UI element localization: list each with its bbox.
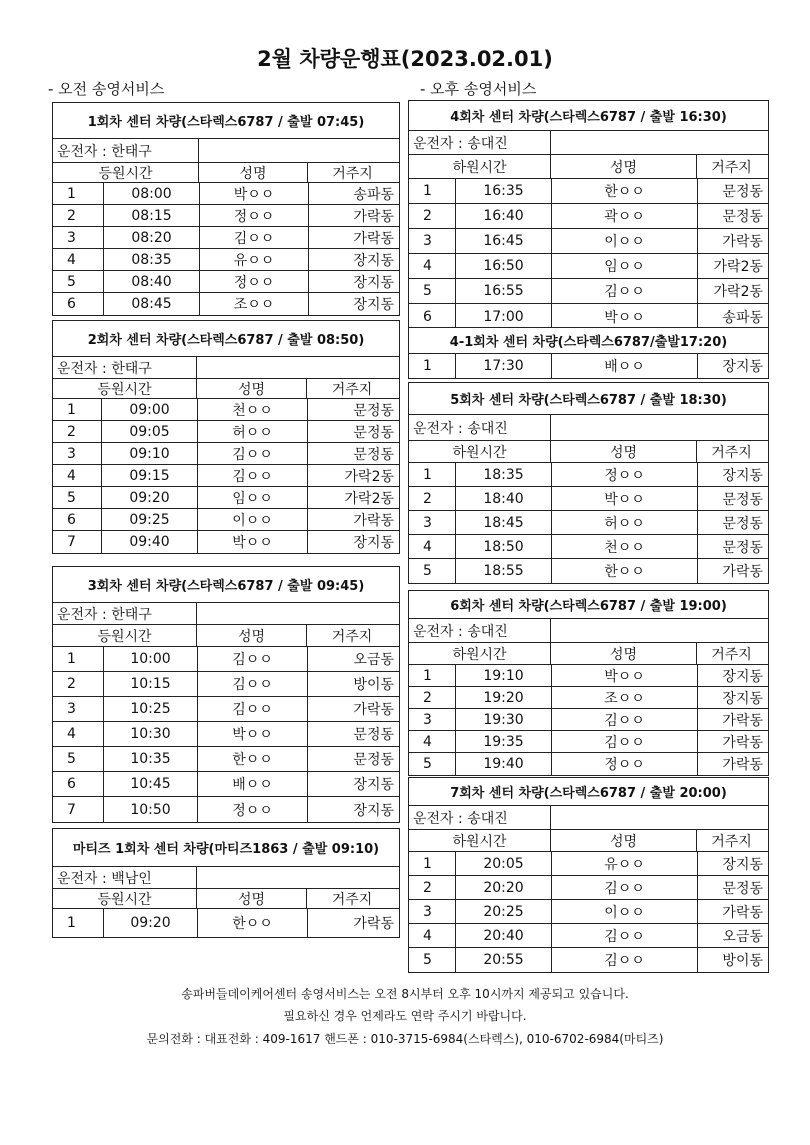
col-header-time: 등원시간 xyxy=(53,379,197,398)
cell-no: 2 xyxy=(67,423,76,440)
cell-no: 3 xyxy=(423,233,432,249)
table-row xyxy=(409,731,768,753)
cell-time: 20:20 xyxy=(455,876,551,899)
cell-residence: 장지동 xyxy=(307,772,397,796)
cell-residence: 방이동 xyxy=(697,948,766,972)
table-row xyxy=(53,487,399,509)
cell-residence: 문정동 xyxy=(307,399,397,420)
cell-time: 08:15 xyxy=(103,205,199,226)
table-row xyxy=(409,463,768,487)
cell-no: 5 xyxy=(423,283,432,299)
schedule-block-am-2 xyxy=(52,320,400,554)
cell-no: 4 xyxy=(423,927,432,944)
driver-name: 운전자 : 송대진 xyxy=(409,806,551,829)
cell-residence: 장지동 xyxy=(308,249,397,270)
col-header-name: 성명 xyxy=(197,625,307,646)
cell-no: 3 xyxy=(67,701,76,717)
table-row xyxy=(409,279,768,304)
table-row xyxy=(409,204,768,229)
block-title: 5회차 센터 차량(스타렉스6787 / 출발 18:30) xyxy=(409,383,768,415)
block-title: 1회차 센터 차량(스타렉스6787 / 출발 07:45) xyxy=(53,103,399,139)
cell-no: 4 xyxy=(67,251,76,268)
cell-time: 10:30 xyxy=(103,722,197,746)
pm-section-label: - 오후 송영서비스 xyxy=(420,80,537,98)
cell-time: 18:45 xyxy=(455,511,551,534)
schedule-block-am-3 xyxy=(52,566,400,823)
table-row xyxy=(409,665,768,687)
cell-time: 19:30 xyxy=(455,709,551,730)
cell-name: 정ㅇㅇ xyxy=(197,797,307,822)
table-row xyxy=(53,797,399,822)
cell-time: 10:35 xyxy=(103,747,197,771)
cell-residence: 오금동 xyxy=(307,647,397,671)
cell-name: 허ㅇㅇ xyxy=(197,421,307,442)
table-row xyxy=(53,293,399,315)
cell-no: 4 xyxy=(423,258,432,274)
driver-row xyxy=(409,806,768,830)
header-row xyxy=(409,643,768,665)
cell-residence: 가락2동 xyxy=(307,465,397,486)
cell-residence: 장지동 xyxy=(697,852,766,875)
col-header-name: 성명 xyxy=(551,830,697,851)
cell-no: 5 xyxy=(423,756,432,772)
cell-no: 7 xyxy=(67,801,76,818)
cell-no: 3 xyxy=(423,514,432,531)
cell-no: 1 xyxy=(67,185,76,202)
table-row xyxy=(409,487,768,511)
cell-residence: 장지동 xyxy=(697,665,766,686)
cell-name: 김ㅇㅇ xyxy=(197,443,307,464)
table-row xyxy=(53,747,399,772)
cell-no: 2 xyxy=(67,676,76,692)
block-title: 7회차 센터 차량(스타렉스6787 / 출발 20:00) xyxy=(409,778,768,806)
cell-residence: 장지동 xyxy=(697,687,766,708)
table-row xyxy=(53,183,399,205)
table-row xyxy=(53,421,399,443)
table-row xyxy=(409,924,768,948)
col-header-name: 성명 xyxy=(551,155,697,178)
driver-name: 운전자 : 한태구 xyxy=(53,603,197,624)
cell-name: 곽ㅇㅇ xyxy=(551,204,697,228)
col-header-residence: 거주지 xyxy=(331,891,373,908)
cell-time: 09:40 xyxy=(101,531,197,553)
cell-name: 유ㅇㅇ xyxy=(551,852,697,875)
cell-time: 19:35 xyxy=(455,731,551,752)
page-title: 2월 차량운행표(2023.02.01) xyxy=(257,47,553,71)
table-row xyxy=(409,900,768,924)
header-row xyxy=(53,379,399,399)
col-header-time: 등원시간 xyxy=(53,889,197,908)
driver-row xyxy=(409,415,768,441)
cell-name: 박ㅇㅇ xyxy=(551,304,697,329)
table-row xyxy=(53,227,399,249)
cell-name: 한ㅇㅇ xyxy=(197,909,307,937)
col-header-time: 하원시간 xyxy=(409,155,551,178)
cell-residence: 장지동 xyxy=(308,271,397,292)
cell-residence: 가락동 xyxy=(307,509,397,530)
table-row xyxy=(409,304,768,329)
table-row xyxy=(53,443,399,465)
schedule-block-pm-6 xyxy=(408,590,769,776)
col-header-name: 성명 xyxy=(197,379,307,398)
cell-name: 박ㅇㅇ xyxy=(199,183,308,204)
cell-time: 18:35 xyxy=(455,463,551,486)
cell-name: 김ㅇㅇ xyxy=(197,672,307,696)
cell-residence: 문정동 xyxy=(697,204,766,228)
col-header-name: 성명 xyxy=(551,643,697,664)
cell-name: 김ㅇㅇ xyxy=(197,465,307,486)
cell-time: 18:50 xyxy=(455,535,551,558)
cell-time: 20:05 xyxy=(455,852,551,875)
driver-row xyxy=(53,867,399,889)
cell-time: 19:10 xyxy=(455,665,551,686)
cell-name: 임ㅇㅇ xyxy=(197,487,307,508)
table-row xyxy=(53,509,399,531)
cell-no: 2 xyxy=(423,689,432,706)
schedule-block-am-1 xyxy=(52,102,400,316)
cell-time: 08:35 xyxy=(103,249,199,270)
cell-no: 7 xyxy=(67,534,76,550)
cell-time: 09:15 xyxy=(101,465,197,486)
cell-residence: 장지동 xyxy=(307,797,397,822)
driver-name: 운전자 : 송대진 xyxy=(409,619,551,642)
cell-time: 09:25 xyxy=(101,509,197,530)
cell-time: 09:05 xyxy=(101,421,197,442)
cell-no: 2 xyxy=(423,879,432,896)
col-header-time: 등원시간 xyxy=(53,163,199,182)
cell-no: 1 xyxy=(67,651,76,667)
block-title: 4-1회차 센터 차량(스타렉스6787/출발17:20) xyxy=(409,328,768,354)
cell-no: 6 xyxy=(67,511,76,528)
table-row xyxy=(53,465,399,487)
table-row xyxy=(409,179,768,204)
cell-name: 박ㅇㅇ xyxy=(551,487,697,510)
cell-name: 김ㅇㅇ xyxy=(551,876,697,899)
cell-name: 천ㅇㅇ xyxy=(551,535,697,558)
cell-name: 정ㅇㅇ xyxy=(551,463,697,486)
cell-name: 김ㅇㅇ xyxy=(197,647,307,671)
cell-name: 정ㅇㅇ xyxy=(551,753,697,775)
cell-residence: 가락동 xyxy=(697,559,766,583)
table-row xyxy=(409,535,768,559)
cell-residence: 가락동 xyxy=(697,229,766,253)
cell-residence: 장지동 xyxy=(697,463,766,486)
cell-residence: 문정동 xyxy=(697,876,766,899)
cell-residence: 장지동 xyxy=(308,293,397,315)
cell-time: 09:20 xyxy=(103,909,197,937)
cell-residence: 문정동 xyxy=(307,443,397,464)
table-row xyxy=(53,205,399,227)
table-row xyxy=(53,647,399,672)
table-row xyxy=(409,511,768,535)
cell-time: 08:20 xyxy=(103,227,199,248)
table-row xyxy=(53,249,399,271)
cell-no: 1 xyxy=(67,915,76,931)
table-row xyxy=(53,672,399,697)
cell-name: 이ㅇㅇ xyxy=(551,229,697,253)
cell-no: 1 xyxy=(423,358,432,374)
table-row xyxy=(53,531,399,553)
col-header-name: 성명 xyxy=(197,889,307,908)
cell-no: 5 xyxy=(67,273,76,290)
table-row xyxy=(409,559,768,583)
cell-time: 20:25 xyxy=(455,900,551,923)
cell-time: 20:55 xyxy=(455,948,551,972)
cell-name: 박ㅇㅇ xyxy=(551,665,697,686)
col-header-time: 하원시간 xyxy=(409,441,551,462)
col-header-residence: 거주지 xyxy=(711,159,752,176)
header-row xyxy=(409,155,768,179)
cell-name: 배ㅇㅇ xyxy=(551,354,697,378)
cell-residence: 문정동 xyxy=(307,722,397,746)
driver-row xyxy=(409,619,768,643)
cell-residence: 가락2동 xyxy=(697,279,766,303)
cell-residence: 송파동 xyxy=(697,304,766,329)
cell-time: 09:20 xyxy=(101,487,197,508)
block-title: 3회차 센터 차량(스타렉스6787 / 출발 09:45) xyxy=(53,567,399,603)
cell-no: 5 xyxy=(423,952,432,968)
cell-no: 3 xyxy=(423,711,432,728)
cell-no: 1 xyxy=(423,183,432,199)
cell-residence: 송파동 xyxy=(308,183,397,204)
col-header-residence: 거주지 xyxy=(332,165,373,182)
cell-no: 2 xyxy=(423,490,432,507)
header-row xyxy=(53,163,399,183)
cell-residence: 문정동 xyxy=(697,511,766,534)
cell-residence: 장지동 xyxy=(697,354,766,378)
cell-time: 17:30 xyxy=(455,354,551,378)
cell-name: 김ㅇㅇ xyxy=(199,227,308,248)
cell-name: 박ㅇㅇ xyxy=(197,722,307,746)
cell-name: 김ㅇㅇ xyxy=(551,924,697,947)
cell-name: 김ㅇㅇ xyxy=(551,731,697,752)
cell-name: 한ㅇㅇ xyxy=(551,179,697,203)
cell-residence: 문정동 xyxy=(697,487,766,510)
cell-residence: 가락동 xyxy=(697,753,766,775)
table-row xyxy=(409,354,768,378)
cell-residence: 가락2동 xyxy=(697,254,766,278)
col-header-residence: 거주지 xyxy=(331,381,373,398)
cell-time: 10:15 xyxy=(103,672,197,696)
block-title: 2회차 센터 차량(스타렉스6787 / 출발 08:50) xyxy=(53,321,399,357)
cell-name: 김ㅇㅇ xyxy=(197,697,307,721)
block-title: 마티즈 1회차 센터 차량(마티즈1863 / 출발 09:10) xyxy=(53,829,399,867)
cell-no: 2 xyxy=(423,208,432,224)
cell-time: 16:50 xyxy=(455,254,551,278)
cell-name: 이ㅇㅇ xyxy=(197,509,307,530)
cell-name: 조ㅇㅇ xyxy=(199,293,308,315)
header-row xyxy=(53,889,399,909)
driver-row xyxy=(409,131,768,155)
driver-row xyxy=(53,139,399,163)
cell-name: 김ㅇㅇ xyxy=(551,948,697,972)
col-header-name: 성명 xyxy=(551,441,697,462)
table-row xyxy=(53,399,399,421)
cell-time: 20:40 xyxy=(455,924,551,947)
header-row xyxy=(409,830,768,852)
cell-time: 08:45 xyxy=(103,293,199,315)
cell-name: 박ㅇㅇ xyxy=(197,531,307,553)
col-header-time: 하원시간 xyxy=(409,643,551,664)
cell-time: 09:10 xyxy=(101,443,197,464)
table-row xyxy=(409,709,768,731)
cell-time: 17:00 xyxy=(455,304,551,329)
cell-no: 4 xyxy=(423,733,432,750)
cell-time: 08:00 xyxy=(103,183,199,204)
driver-name: 운전자 : 송대진 xyxy=(409,131,551,154)
cell-name: 정ㅇㅇ xyxy=(199,205,308,226)
col-header-residence: 거주지 xyxy=(711,444,752,461)
driver-name: 운전자 : 송대진 xyxy=(409,415,551,440)
driver-row xyxy=(53,603,399,625)
cell-no: 2 xyxy=(67,207,76,224)
cell-no: 1 xyxy=(67,401,76,418)
block-title: 6회차 센터 차량(스타렉스6787 / 출발 19:00) xyxy=(409,591,768,619)
cell-no: 6 xyxy=(423,308,432,325)
schedule-block-pm-7 xyxy=(408,777,769,973)
cell-no: 3 xyxy=(67,445,76,462)
cell-residence: 문정동 xyxy=(697,179,766,203)
cell-residence: 가락동 xyxy=(697,900,766,923)
cell-no: 5 xyxy=(67,751,76,767)
col-header-time: 하원시간 xyxy=(409,830,551,851)
table-row xyxy=(53,909,399,937)
table-row xyxy=(409,753,768,775)
schedule-block-pm-4 xyxy=(408,100,769,330)
cell-residence: 가락동 xyxy=(697,709,766,730)
cell-no: 4 xyxy=(423,538,432,555)
cell-name: 김ㅇㅇ xyxy=(551,709,697,730)
col-header-name: 성명 xyxy=(199,163,308,182)
table-row xyxy=(409,687,768,709)
footer-contact: 문의전화 : 대표전화 : 409-1617 핸드폰 : 010-3715-6984(스타렉스), 010-6702-6984(마티즈) xyxy=(146,1032,664,1046)
col-header-residence: 거주지 xyxy=(711,646,752,663)
cell-time: 10:25 xyxy=(103,697,197,721)
cell-residence: 문정동 xyxy=(697,535,766,558)
schedule-block-pm-4-1 xyxy=(408,327,769,379)
cell-name: 천ㅇㅇ xyxy=(197,399,307,420)
cell-name: 한ㅇㅇ xyxy=(551,559,697,583)
cell-no: 6 xyxy=(67,296,76,312)
cell-no: 1 xyxy=(423,855,432,872)
cell-time: 10:45 xyxy=(103,772,197,796)
cell-residence: 가락동 xyxy=(307,909,397,937)
cell-residence: 가락2동 xyxy=(307,487,397,508)
block-title: 4회차 센터 차량(스타렉스6787 / 출발 16:30) xyxy=(409,101,768,131)
table-row xyxy=(409,876,768,900)
col-header-residence: 거주지 xyxy=(331,628,373,645)
cell-name: 배ㅇㅇ xyxy=(197,772,307,796)
table-row xyxy=(53,772,399,797)
cell-residence: 가락동 xyxy=(308,205,397,226)
cell-no: 6 xyxy=(67,776,76,792)
am-section-label: - 오전 송영서비스 xyxy=(48,80,165,98)
footer-notice: 송파버들데이케어센터 송영서비스는 오전 8시부터 오후 10시까지 제공되고 있습니다. xyxy=(181,987,629,1001)
cell-no: 3 xyxy=(67,229,76,246)
table-row xyxy=(409,254,768,279)
cell-no: 1 xyxy=(423,466,432,483)
cell-time: 08:40 xyxy=(103,271,199,292)
cell-residence: 문정동 xyxy=(307,747,397,771)
table-row xyxy=(53,697,399,722)
driver-row xyxy=(53,357,399,379)
driver-name: 운전자 : 한태구 xyxy=(53,139,199,162)
cell-no: 3 xyxy=(423,903,432,920)
cell-residence: 문정동 xyxy=(307,421,397,442)
col-header-time: 등원시간 xyxy=(53,625,197,646)
cell-name: 김ㅇㅇ xyxy=(551,279,697,303)
header-row xyxy=(53,625,399,647)
table-row xyxy=(409,229,768,254)
cell-no: 4 xyxy=(67,726,76,742)
cell-residence: 가락동 xyxy=(308,227,397,248)
schedule-block-matiz-1 xyxy=(52,828,400,938)
cell-time: 16:40 xyxy=(455,204,551,228)
cell-name: 허ㅇㅇ xyxy=(551,511,697,534)
driver-name: 운전자 : 한태구 xyxy=(53,357,197,378)
cell-name: 유ㅇㅇ xyxy=(199,249,308,270)
cell-name: 한ㅇㅇ xyxy=(197,747,307,771)
schedule-block-pm-5 xyxy=(408,382,769,584)
cell-name: 정ㅇㅇ xyxy=(199,271,308,292)
cell-residence: 오금동 xyxy=(697,924,766,947)
cell-time: 18:55 xyxy=(455,559,551,583)
table-row xyxy=(53,271,399,293)
cell-no: 1 xyxy=(423,667,432,684)
footer-request: 필요하신 경우 언제라도 연락 주시기 바랍니다. xyxy=(283,1009,527,1023)
cell-no: 5 xyxy=(67,489,76,506)
cell-residence: 가락동 xyxy=(697,731,766,752)
cell-residence: 방이동 xyxy=(307,672,397,696)
table-row xyxy=(409,948,768,972)
cell-name: 이ㅇㅇ xyxy=(551,900,697,923)
cell-residence: 장지동 xyxy=(307,531,397,553)
table-row xyxy=(409,852,768,876)
cell-residence: 가락동 xyxy=(307,697,397,721)
cell-name: 임ㅇㅇ xyxy=(551,254,697,278)
driver-name: 운전자 : 백남인 xyxy=(53,867,197,888)
cell-time: 16:55 xyxy=(455,279,551,303)
cell-name: 조ㅇㅇ xyxy=(551,687,697,708)
cell-time: 19:40 xyxy=(455,753,551,775)
col-header-residence: 거주지 xyxy=(711,833,752,850)
header-row xyxy=(409,441,768,463)
cell-time: 10:00 xyxy=(103,647,197,671)
cell-no: 4 xyxy=(67,467,76,484)
table-row xyxy=(53,722,399,747)
cell-time: 18:40 xyxy=(455,487,551,510)
cell-time: 10:50 xyxy=(103,797,197,822)
cell-time: 09:00 xyxy=(101,399,197,420)
cell-time: 16:35 xyxy=(455,179,551,203)
cell-time: 19:20 xyxy=(455,687,551,708)
cell-no: 5 xyxy=(423,563,432,579)
cell-time: 16:45 xyxy=(455,229,551,253)
